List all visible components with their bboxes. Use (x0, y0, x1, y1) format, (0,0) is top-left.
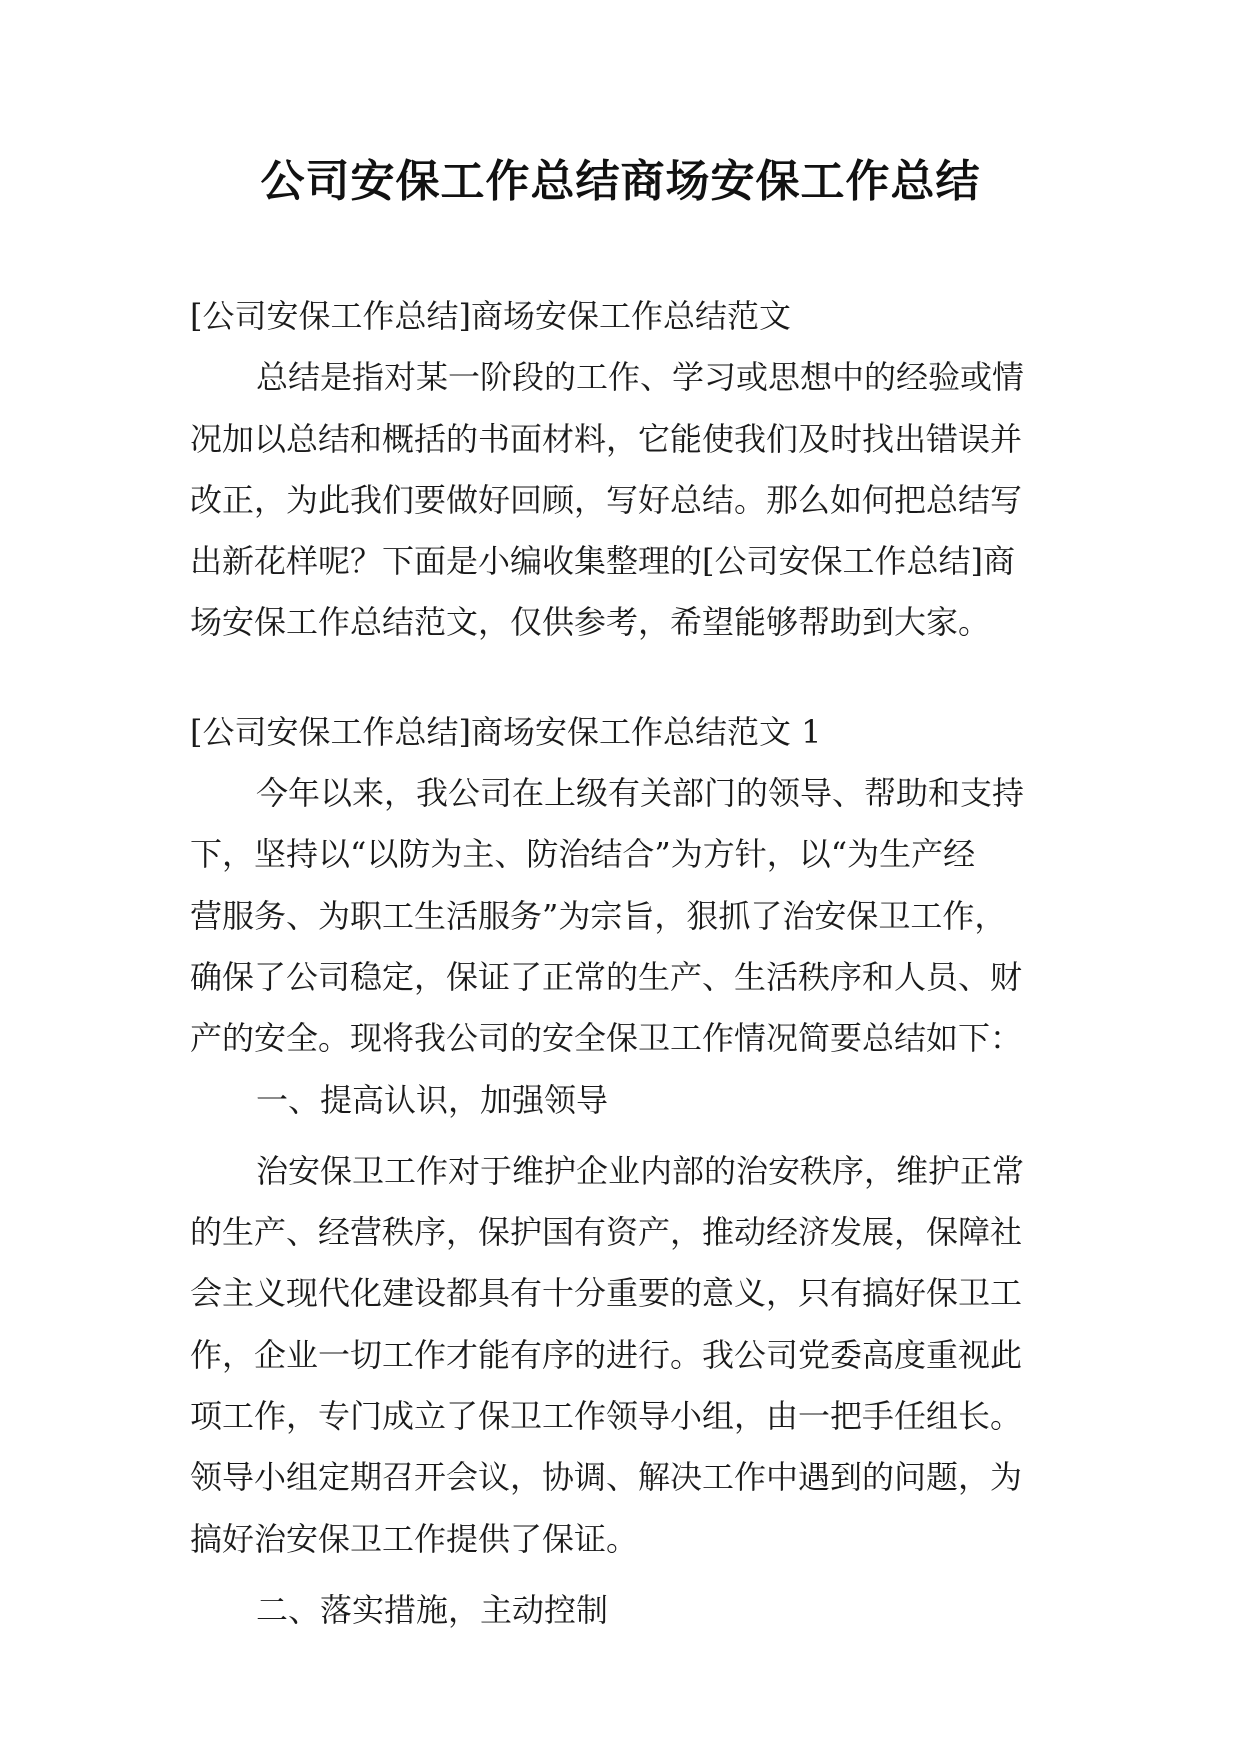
section1-heading: [公司安保工作总结]商场安保工作总结范文 1 (190, 712, 822, 751)
intro-line-4: 出新花样呢？下面是小编收集整理的[公司安保工作总结]商 (190, 542, 1015, 581)
section1-line-1: 今年以来，我公司在上级有关部门的领导、帮助和支持 (256, 774, 1025, 813)
section-spacer (190, 654, 1070, 702)
point2-heading: 二、落实措施，主动控制 (256, 1590, 609, 1629)
section1-line-3: 营服务、为职工生活服务”为宗旨，狠抓了治安保卫工作， (190, 896, 1007, 935)
point1-line-7: 搞好治安保卫工作提供了保证。 (190, 1519, 639, 1558)
point1-line-4: 作，企业一切工作才能有序的进行。我公司党委高度重视此 (190, 1335, 1023, 1374)
point1-line-6: 领导小组定期召开会议，协调、解决工作中遇到的问题，为 (190, 1458, 1023, 1497)
section1-line-5: 产的安全。现将我公司的安全保卫工作情况简要总结如下： (190, 1019, 1023, 1058)
section1-line-2: 下，坚持以“以防为主、防治结合”为方针，以“为生产经 (190, 835, 976, 874)
intro-line-2: 况加以总结和概括的书面材料，它能使我们及时找出错误并 (190, 419, 1023, 458)
document-title: 公司安保工作总结商场安保工作总结 (260, 156, 981, 207)
point1-line-2: 的生产、经营秩序，保护国有资产，推动经济发展，保障社 (190, 1213, 1023, 1252)
intro-line-5: 场安保工作总结范文，仅供参考，希望能够帮助到大家。 (190, 603, 991, 642)
point1-line-1: 治安保卫工作对于维护企业内部的治安秩序，维护正常 (256, 1151, 1025, 1190)
document-body (190, 286, 1070, 1641)
point1-line-3: 会主义现代化建设都具有十分重要的意义，只有搞好保卫工 (190, 1274, 1023, 1313)
intro-line-1: 总结是指对某一阶段的工作、学习或思想中的经验或情 (256, 358, 1025, 397)
section1-line-4: 确保了公司稳定，保证了正常的生产、生活秩序和人员、财 (190, 957, 1023, 996)
intro-line-3: 改正，为此我们要做好回顾，写好总结。那么如何把总结写 (190, 480, 1023, 519)
point1-line-5: 项工作，专门成立了保卫工作领导小组，由一把手任组长。 (190, 1397, 1023, 1436)
intro-heading: [公司安保工作总结]商场安保工作总结范文 (190, 297, 791, 335)
point1-heading: 一、提高认识，加强领导 (256, 1080, 609, 1119)
